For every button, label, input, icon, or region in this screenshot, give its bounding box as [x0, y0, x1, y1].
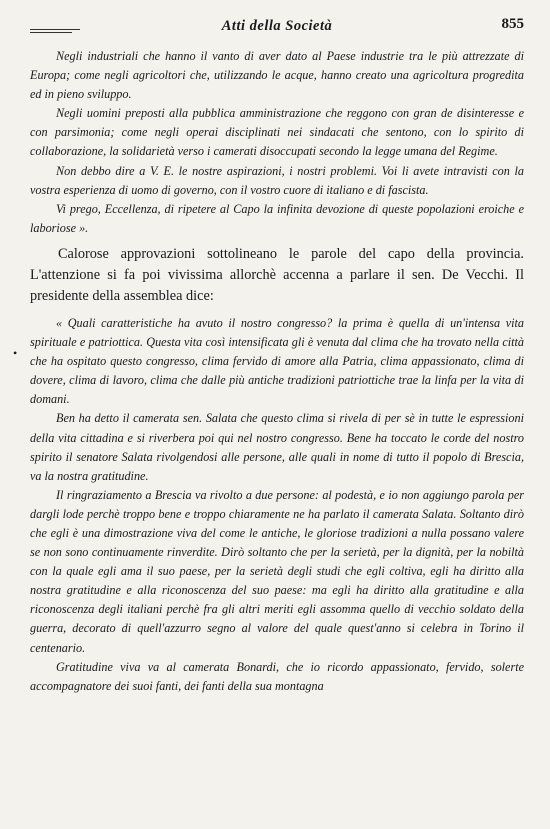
page-body	[30, 47, 524, 696]
quoted-paragraph: Negli industriali che hanno il vanto di aver dato al Paese industrie tra le più attrezzate di Europa; come negli agricoltori che, utilizzando le acque, hanno creato una agricoltura progredita ed in pieno sviluppo.	[30, 49, 524, 102]
quoted-paragraph: Gratitudine viva va al camerata Bonardi, che io ricordo appassionato, fervido, solerte accompagnatore dei suoi fanti, dei fanti della sua montagna	[30, 659, 524, 693]
page-header	[30, 14, 524, 38]
page-number: 855	[501, 16, 524, 32]
quoted-paragraph: Vi prego, Eccellenza, di ripetere al Capo la infinita devozione di queste popolazioni eroiche e laboriose ».	[30, 201, 524, 235]
header-rule	[30, 29, 80, 30]
margin-mark: •	[13, 346, 18, 360]
header-rule	[30, 32, 72, 33]
quoted-paragraph: Il ringraziamento a Brescia va rivolto a due persone: al podestà, e io non aggiungo parola per dargli lode perchè troppo bene e troppo chiaramente ne ha parlato il camerata Salata. Soltanto dirò che egli è una dimostrazione viva del come le antiche, le gloriose tradizioni a nulla possano valere se non sono continuamente rinverdite. Dirò soltanto che per la serietà, per la dignità, per la nobiltà con la quale egli ama il suo paese, per la serietà degli studi che egli coltiva, egli ha diritto alla nostra gratitudine e alla riconoscenza del suo paese: ma egli ha diritto alla gratitudine e alla riconoscenza degli italiani perchè fra gli altri meriti egli assomma quello di vecchio soldato della guerra, decorato di quell'azzurro segno al valore del quale quest'anno si celebra in Torino il centenario.	[30, 487, 524, 655]
quoted-paragraph: Non debbo dire a V. E. le nostre aspirazioni, i nostri problemi. Voi li avete intravisti con la vostra esperienza di uomo di governo, con il vostro cuore di italiano e di fascista.	[30, 163, 524, 197]
quoted-paragraph: Negli uomini preposti alla pubblica amministrazione che reggono con gran de disinteresse e con parsimonia; come negli operai disciplinati nei sindacati che sentono, con lo spirito di collaborazione, la solidarietà verso i camerati disoccupati secondo la legge umana del Regime.	[30, 106, 524, 159]
narration-paragraph: Calorose approvazioni sottolineano le parole del capo della provincia. L'attenzione si fa poi vivissima allorchè accenna a parlare il sen. De Vecchi. Il presidente della assemblea dice:	[30, 245, 524, 304]
quoted-paragraph: « Quali caratteristiche ha avuto il nostro congresso? la prima è quella di un'intensa vita spirituale e patriottica. Questa vita così intensificata gli è venuta dal clima che ha trovato nella città che ha ospitato questo congresso, clima fervido di amore alla Patria, clima appassionato, clima di dovere, clima di lavoro, clima che dalle più antiche tradizioni patriottiche trae la linfa per la vita di domani.	[30, 315, 524, 407]
quoted-paragraph: Ben ha detto il camerata sen. Salata che questo clima si rivela di per sè in tutte le espressioni della vita cittadina e si riverbera poi qui nel nostro congresso. Bene ha toccato le corde del nostro spirito il senatore Salata rivolgendosi alle persone, alle quali in nome di tutto il popolo di Brescia, va la nostra gratitudine.	[30, 411, 524, 483]
running-title: Atti della Società	[221, 17, 333, 34]
